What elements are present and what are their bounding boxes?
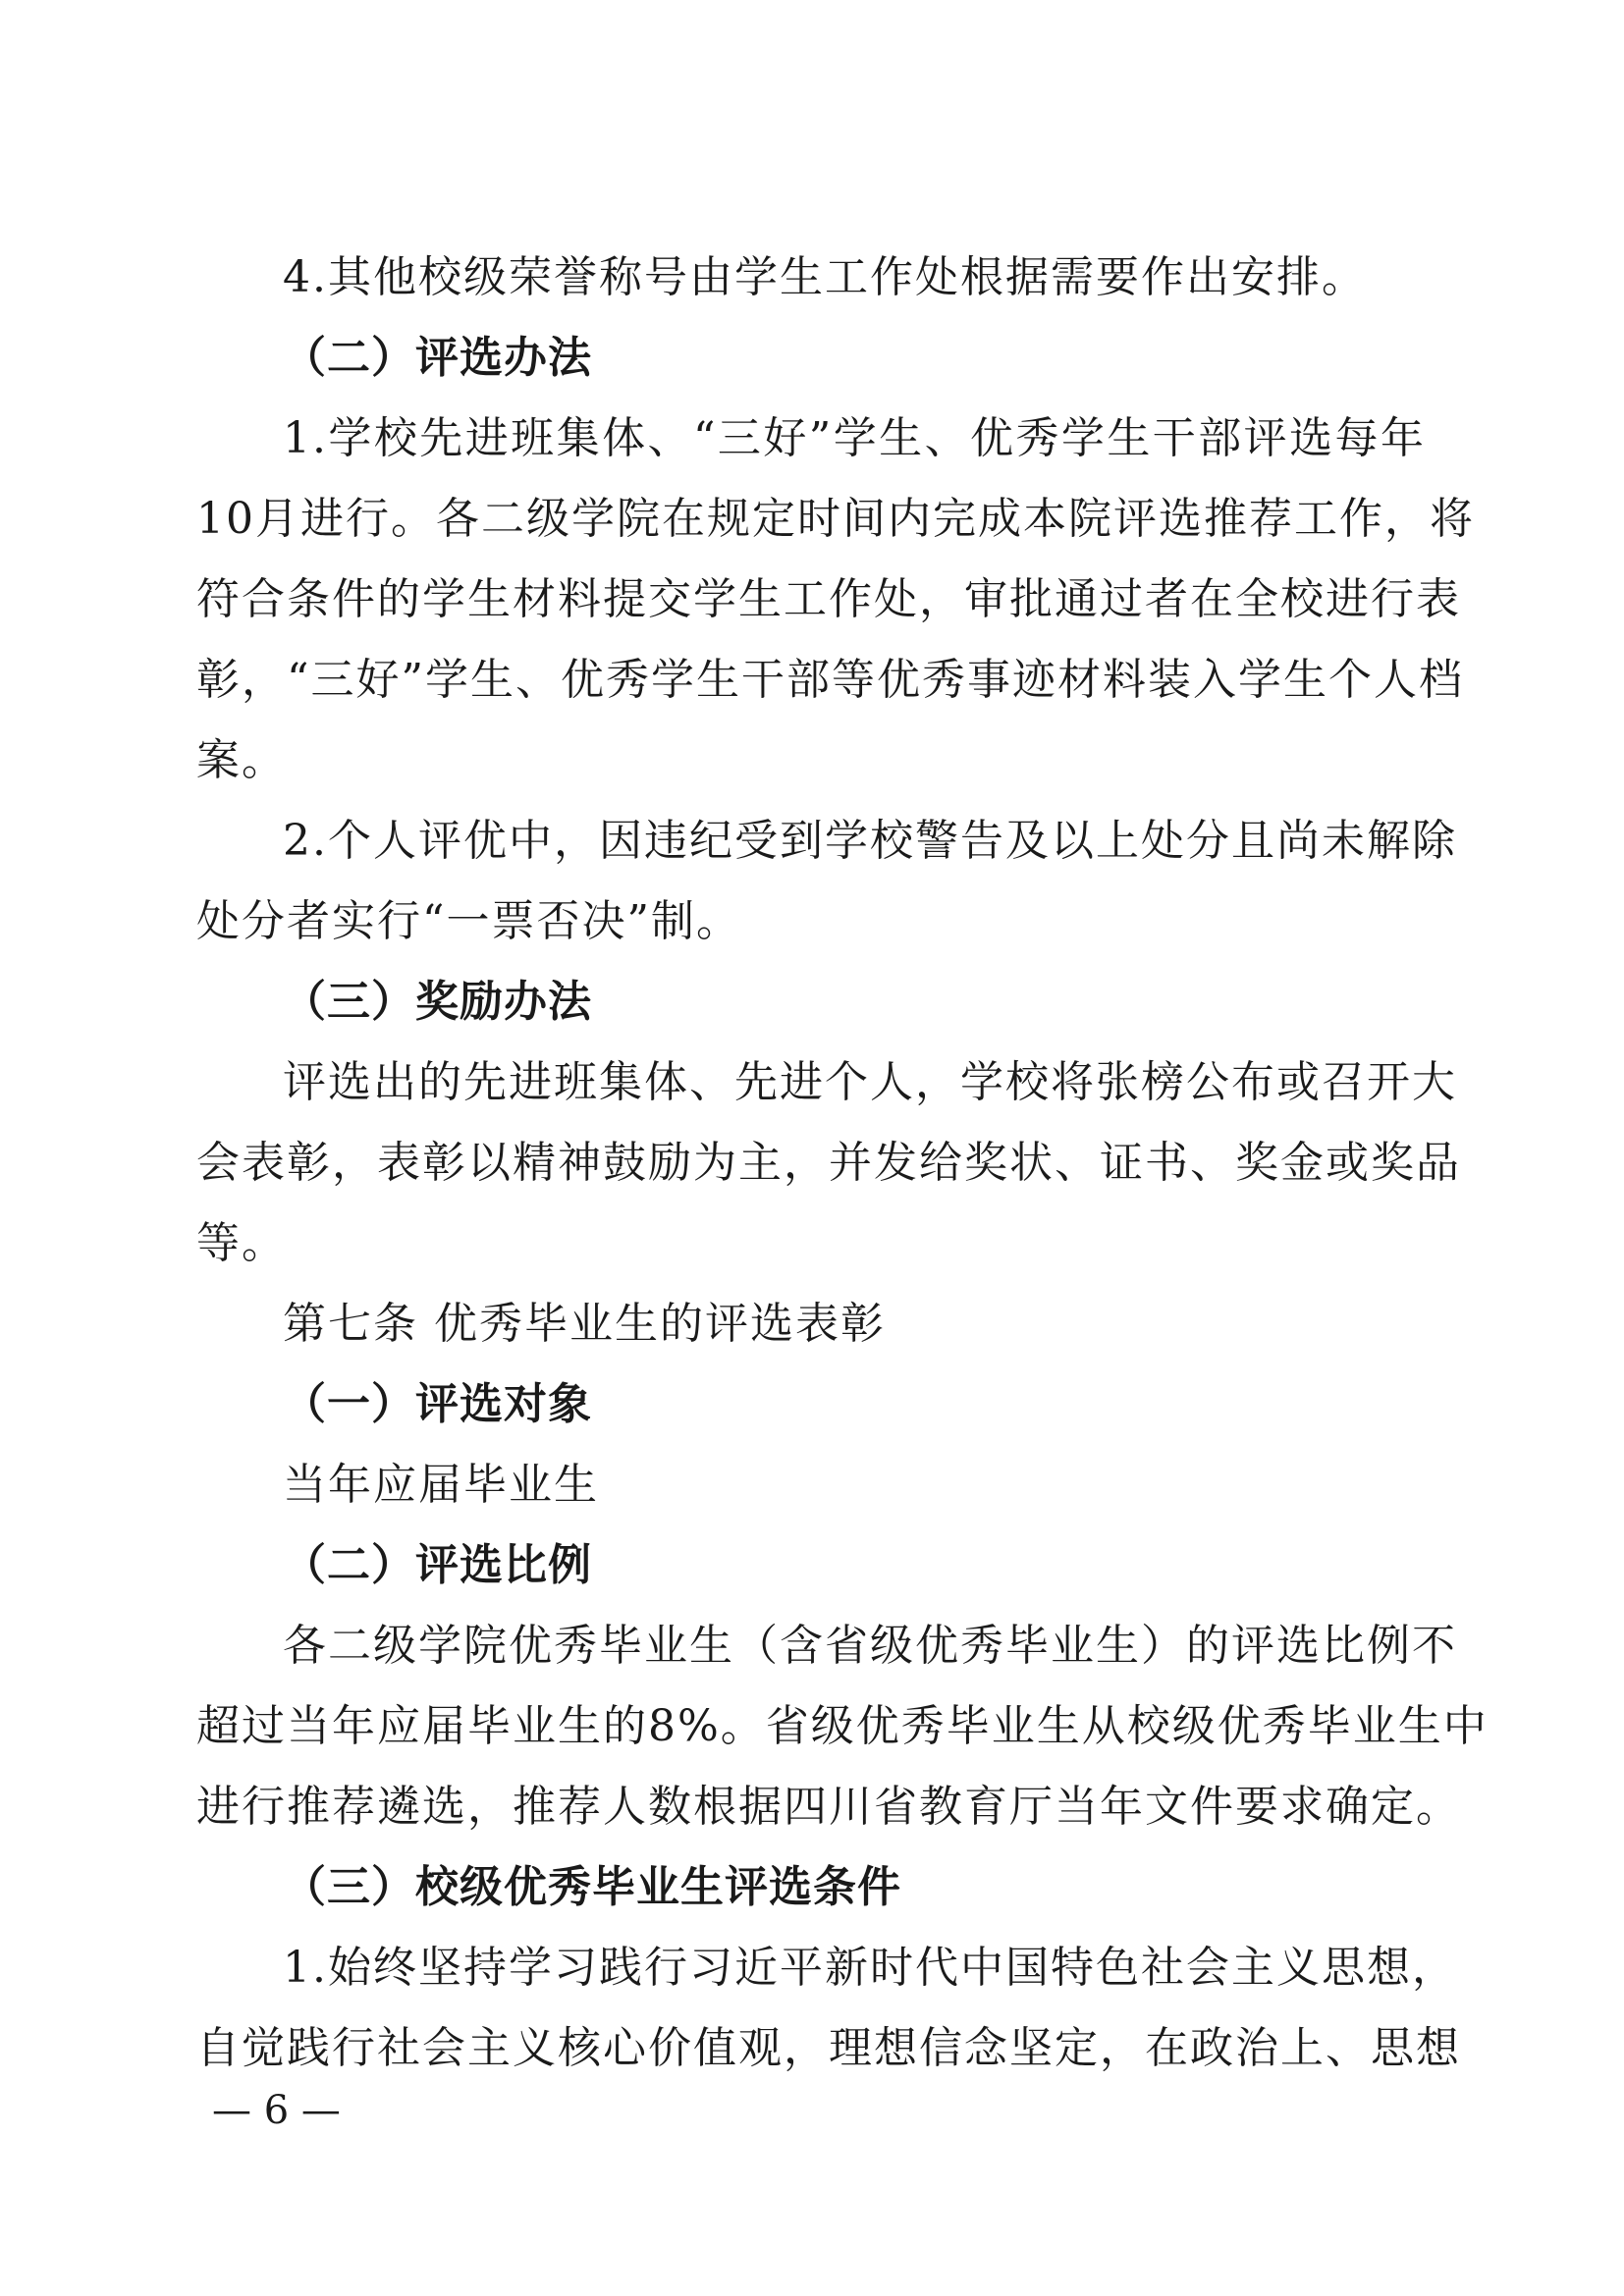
paragraph-line: 10月进行。各二级学院在规定时间内完成本院评选推荐工作，将 (196, 494, 1475, 544)
page-number: — 6 — (212, 2088, 341, 2133)
paragraph-line: 符合条件的学生材料提交学生工作处，审批通过者在全校进行表 (196, 574, 1461, 624)
paragraph-line: 2.个人评优中，因违纪受到学校警告及以上处分且尚未解除 (283, 816, 1457, 866)
article-heading: 第七条 优秀毕业生的评选表彰 (283, 1299, 886, 1349)
paragraph-line: 各二级学院优秀毕业生（含省级优秀毕业生）的评选比例不 (283, 1621, 1457, 1671)
section-heading-reward-method: （三）奖励办法 (283, 977, 592, 1027)
paragraph-line: 评选出的先进班集体、先进个人，学校将张榜公布或召开大 (283, 1057, 1457, 1107)
paragraph-line: 超过当年应届毕业生的8%。省级优秀毕业生从校级优秀毕业生中 (196, 1701, 1489, 1751)
paragraph-line: 处分者实行“一票否决”制。 (196, 896, 741, 946)
paragraph-line: 1.学校先进班集体、“三好”学生、优秀学生干部评选每年 (283, 413, 1426, 463)
paragraph-line: 会表彰，表彰以精神鼓励为主，并发给奖状、证书、奖金或奖品 (196, 1138, 1461, 1188)
section-heading-selection-method: （二）评选办法 (283, 333, 592, 383)
paragraph-line: 进行推荐遴选，推荐人数根据四川省教育厅当年文件要求确定。 (196, 1782, 1461, 1832)
paragraph-line: 彰，“三好”学生、优秀学生干部等优秀事迹材料装入学生个人档 (196, 655, 1464, 705)
section-heading-selection-ratio: （二）评选比例 (283, 1540, 592, 1590)
section-heading-graduate-criteria: （三）校级优秀毕业生评选条件 (283, 1862, 901, 1912)
paragraph-line: 案。 (196, 735, 287, 785)
section-heading-selection-target: （一）评选对象 (283, 1379, 592, 1429)
paragraph-line: 自觉践行社会主义核心价值观，理想信念坚定，在政治上、思想 (196, 2023, 1461, 2073)
paragraph-line: 等。 (196, 1218, 287, 1268)
paragraph-line: 1.始终坚持学习践行习近平新时代中国特色社会主义思想， (283, 1943, 1457, 1993)
paragraph-line: 当年应届毕业生 (283, 1460, 599, 1510)
paragraph-item-4: 4.其他校级荣誉称号由学生工作处根据需要作出安排。 (283, 252, 1367, 302)
